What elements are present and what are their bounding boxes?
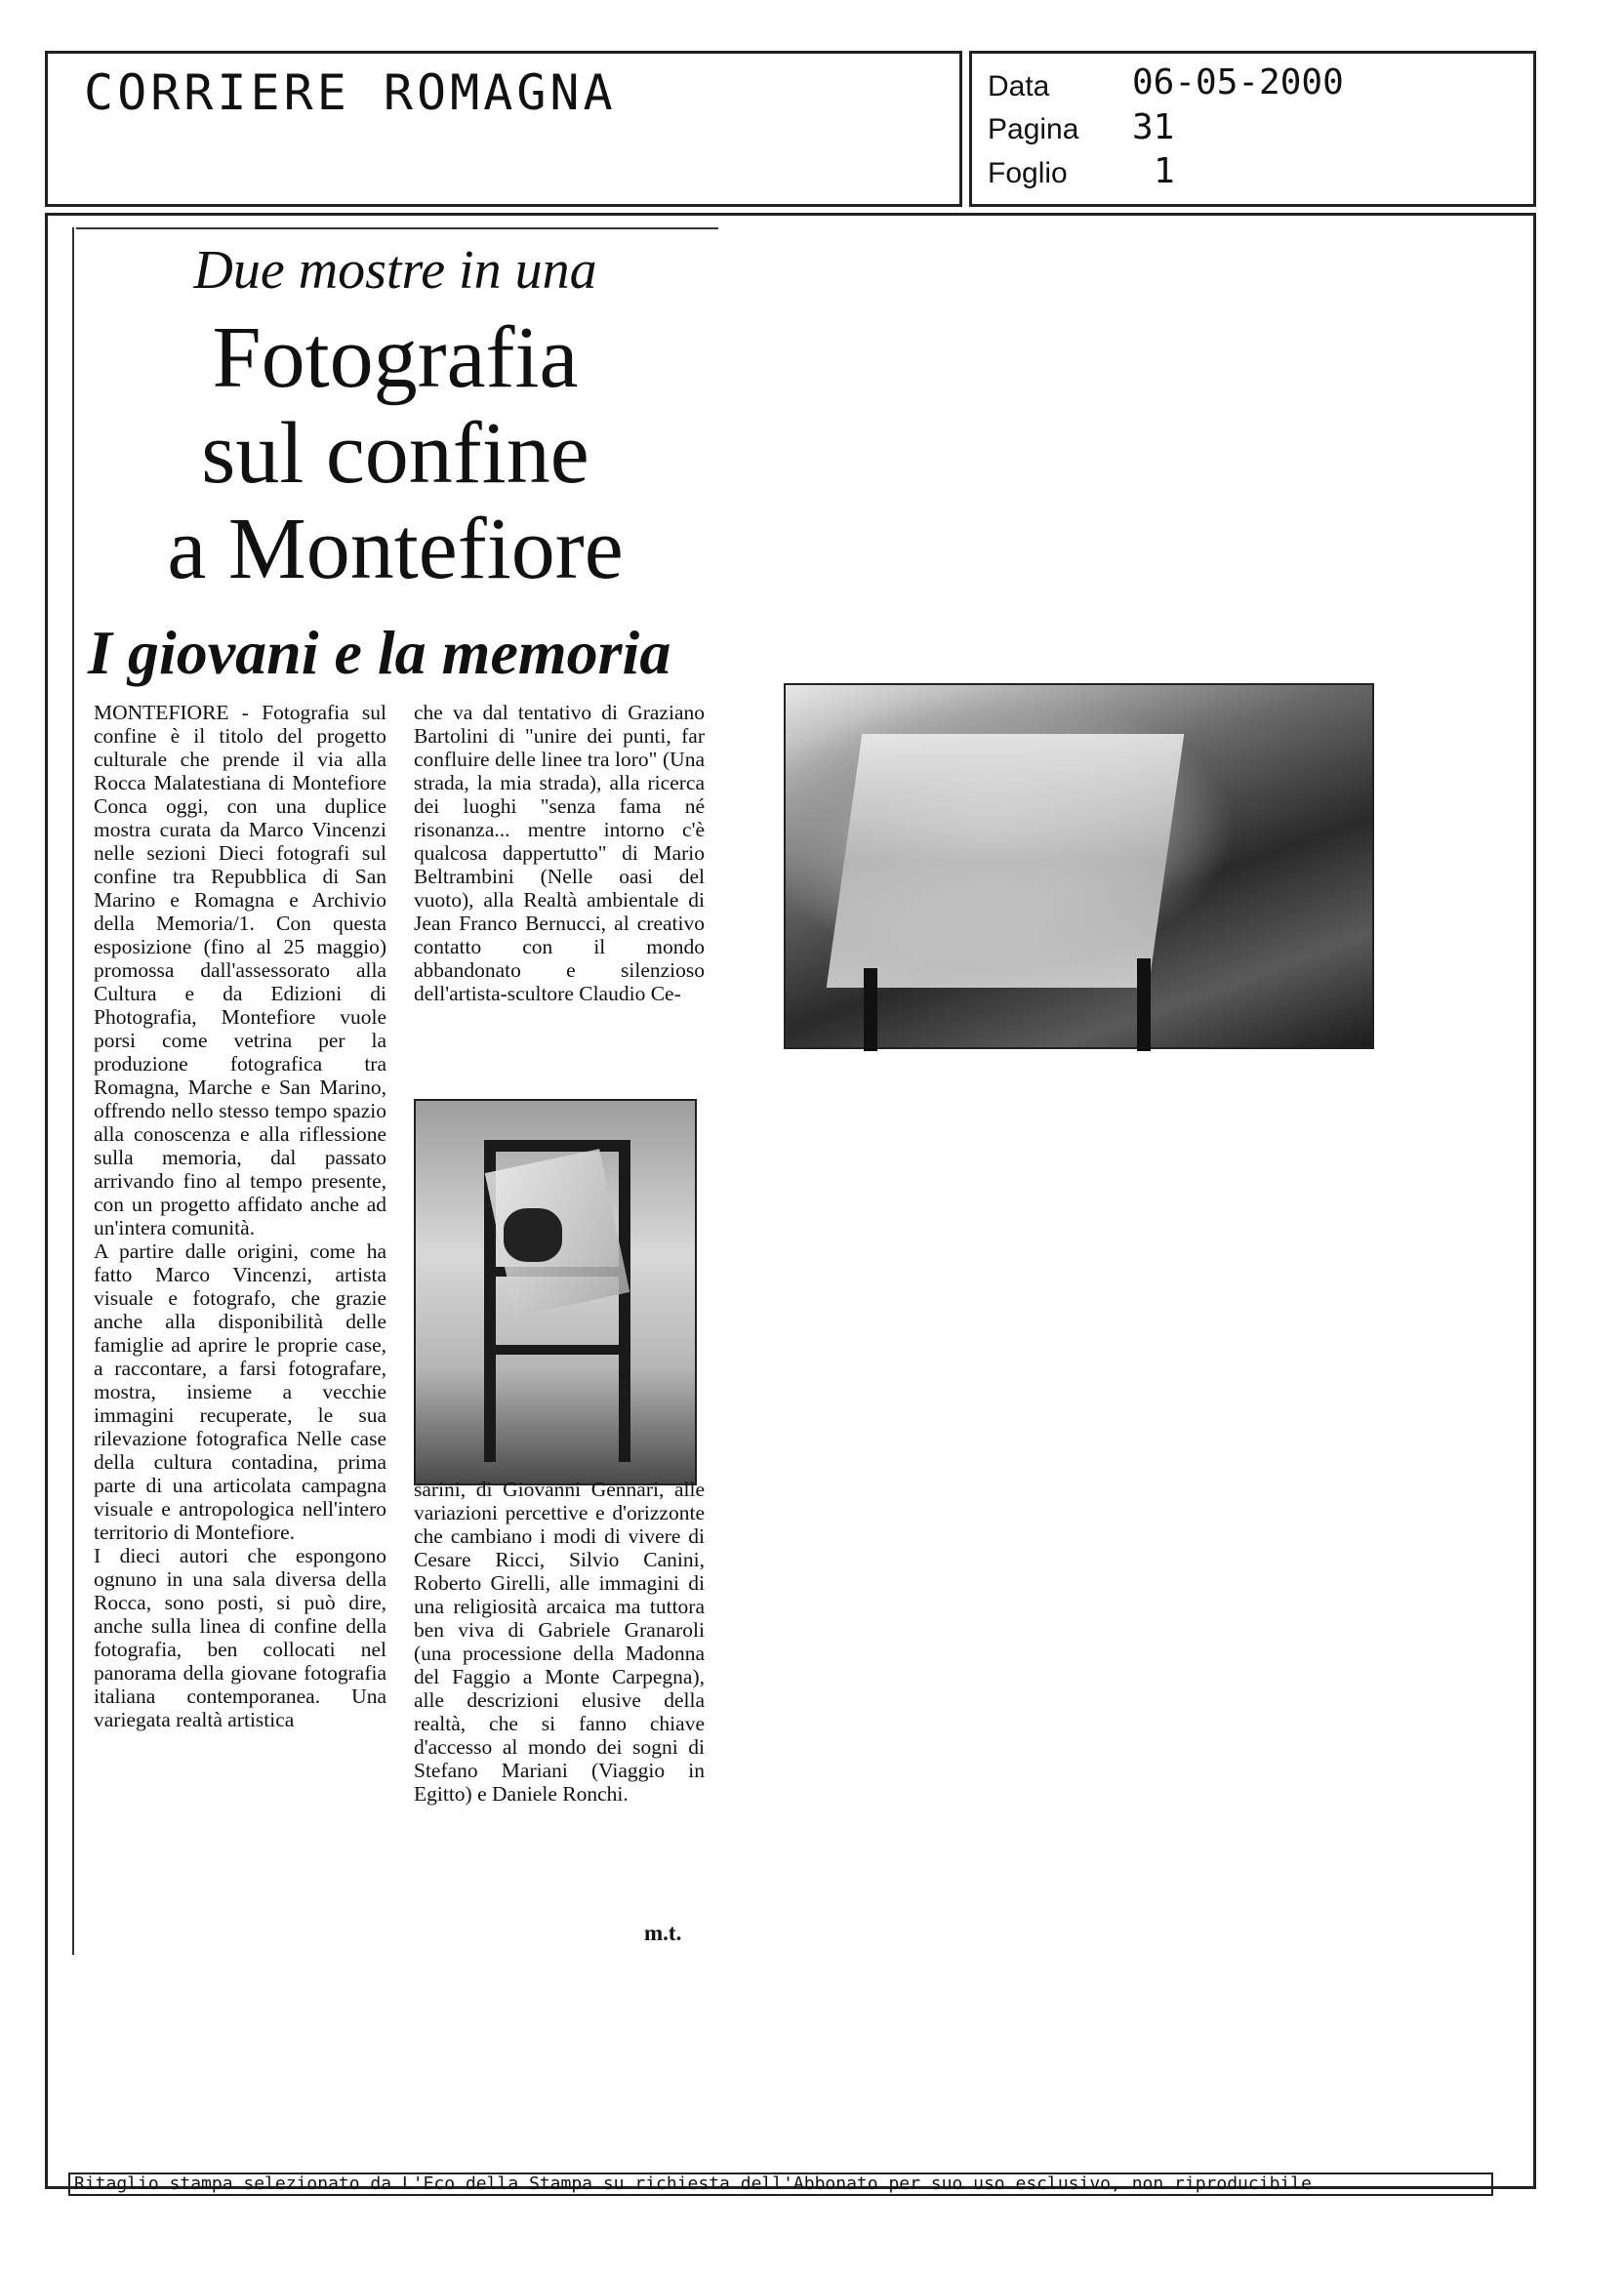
pagina-value: 31 — [1132, 107, 1175, 147]
article-column-2-bottom — [414, 1478, 705, 1806]
pagina-label: Pagina — [988, 113, 1079, 145]
data-value: 06-05-2000 — [1132, 62, 1344, 102]
author-signature: m.t. — [644, 1921, 682, 1945]
article-top-rule — [76, 227, 718, 229]
photo-covered-table — [784, 683, 1374, 1049]
article-subhead: I giovani e la memoria — [88, 618, 671, 687]
paragraph: che va dal tentativo di Graziano Bartolini di "unire dei punti, far confluire delle linee tra loro" (Una strada, la mia strada), alla ricerca dei luoghi "senza fama né risonanza... mentre intorno c'è qualcosa dappertutto" di Mario Beltrambini (Nelle oasi del vuoto), alla Realtà ambientale di Jean Franco Bernucci, al creativo contatto con il mondo abbandonato e silenzioso dell'artista-scultore Claudio Ce- — [414, 701, 705, 1005]
article-headline — [78, 310, 712, 597]
foglio-value: 1 — [1154, 151, 1175, 191]
data-label: Data — [988, 70, 1050, 102]
article-column-2-top — [414, 701, 705, 1005]
headline-line: Fotografia — [212, 309, 579, 406]
paragraph: A partire dalle origini, come ha fatto Marco Vincenzi, artista visuale e fotografo, che grazie anche alla disponibilità delle famiglie ad aprire le proprie case, a raccontare, a farsi fotografare, mostra, insieme a vecchie immagini recuperate, le sua rilevazione fotografica Nelle case della cultura contadina, prima parte di una articolata campagna visuale e antropologica nell'intero territorio di Montefiore. — [94, 1239, 386, 1544]
footer-notice: Ritaglio stampa selezionato da L'Eco della Stampa su richiesta dell'Abbonato per suo uso esclusivo, non riproducibile — [68, 2172, 1493, 2196]
headline-line: sul confine — [201, 405, 589, 502]
foglio-label: Foglio — [988, 157, 1068, 189]
article-kicker: Due mostre in una — [193, 240, 597, 301]
newspaper-name: CORRIERE ROMAGNA — [84, 64, 617, 121]
headline-line: a Montefiore — [167, 501, 624, 597]
paragraph: I dieci autori che espongono ognuno in una sala diversa della Rocca, sono posti, si può dire, anche sulla linea di confine della fotografia, ben collocati nel panorama della giovane fotografia italiana contemporanea. Una variegata realtà artistica — [94, 1544, 386, 1731]
article-column-1 — [94, 701, 386, 1731]
photo-stand-with-sheet — [414, 1099, 697, 1485]
article-left-rule — [72, 227, 74, 1955]
paragraph: sarini, di Giovanni Gennari, alle variazioni percettive e d'orizzonte che cambiano i modi di vivere di Cesare Ricci, Silvio Canini, Roberto Girelli, alle immagini di una religiosità arcaica ma tuttora ben viva di Gabriele Granaroli (una processione della Madonna del Faggio a Monte Carpegna), alle descrizioni elusive della realtà, che si fanno chiave d'accesso al mondo dei sogni di Stefano Mariani (Viaggio in Egitto) e Daniele Ronchi. — [414, 1478, 705, 1806]
paragraph: MONTEFIORE - Fotografia sul confine è il titolo del progetto culturale che prende il via alla Rocca Malatestiana di Montefiore Conca oggi, con una duplice mostra curata da Marco Vincenzi nelle sezioni Dieci fotografi sul confine tra Repubblica di San Marino e Romagna e Archivio della Memoria/1. Con questa esposizione (fino al 25 maggio) promossa dall'assessorato alla Cultura e da Edizioni di Photografia, Montefiore vuole porsi come vetrina per la produzione fotografica tra Romagna, Marche e San Marino, offrendo nello stesso tempo spazio alla conoscenza e alla riflessione sulla memoria, dal passato arrivando fino al tempo presente, con un progetto affidato anche ad un'intera comunità. — [94, 701, 386, 1239]
